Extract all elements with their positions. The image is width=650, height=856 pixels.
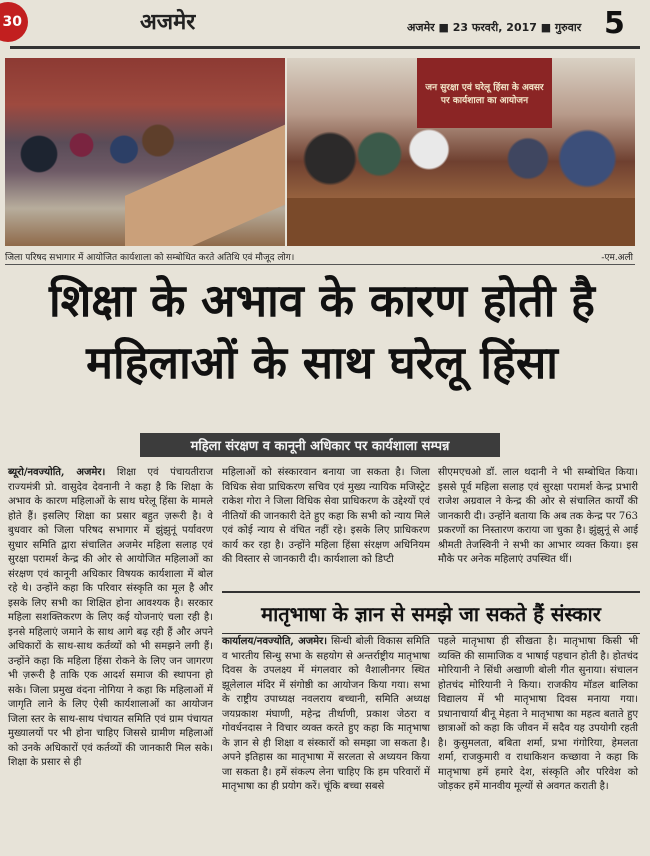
event-banner: जन सुरक्षा एवं घरेलू हिंसा के अवसर पर कार्यशाला का आयोजन bbox=[417, 58, 552, 128]
photo-audience bbox=[5, 58, 285, 246]
story1-col3-text: सीएमएचओ डॉ. लाल थदानी ने भी सम्बोधित किया। इससे पूर्व महिला सलाह एवं सुरक्षा परामर्श केन्द्र प्रभारी राजेश अग्रवाल ने केन्द्र की ओर से संचालित कार्यों की जानकारी दी। उन्होंने बताया कि अब तक केन्द्र पर 763 प्रकरणों का निस्तारण कराया जा चुका है। झुंझुनूं से आई श्रीमती तेजस्विनी ने सभी का आभार व्यक्त किया। इस मौके पर अनेक महिलाएं उपस्थित थीं। bbox=[438, 467, 638, 565]
header-rule bbox=[10, 46, 640, 49]
photo-dais bbox=[287, 58, 635, 246]
headline-line-1: शिक्षा के अभाव के कारण होती है bbox=[49, 274, 595, 327]
photo-caption bbox=[5, 248, 635, 265]
photo-credit: -एम.अली bbox=[601, 253, 633, 263]
story1-col1-text: शिक्षा एवं पंचायतीराज राज्यमंत्री प्रो. वासुदेव देवनानी ने कहा है कि शिक्षा के अभाव के कारण महिलाओं के साथ घरेलू हिंसा के मामले होते हैं। इसलिए शिक्षा का प्रसार बहुत ज़रूरी है। वे बुधवार को जिला परिषद सभागार में झुंझुनूं पर्यावरण सुधार समिति द्वारा संचालित अजमेर महिला सलाह एवं सुरक्षा परामर्श केन्द्र की ओर से आयोजित महिलाओं का संरक्षण एवं कानूनी अधिकार विषयक कार्यशाला में बोल रहे थे। उन्होंने कहा कि परिवार संस्कृति का मूल है और इसके लिए सभी का शिक्षित होना आवश्यक है। सरकार महिला सशक्तिकरण के लिए कई योजनाएं चला रही है। इनसे महिलाएं जमाने के साथ आगे बढ़ रही हैं और अपने अधिकारों के साथ-साथ कर्तव्यों को भी समझने लगी हैं। उन्होंने कहा कि महिला हिंसा रोकने के लिए जन जागरण भी ज़रूरी है ताकि एक आदर्श समाज की स्थापना हो सके। जिला प्रमुख वंदना नोगिया ने कहा कि महिलाओं में जागृति लाने के लिए ऐसी कार्यशालाओं का आयोजन जिला स्तर के साथ-साथ पंचायत समिति एवं ग्राम पंचायत मुख्यालयों पर भी होना चाहिए जिससे ग्रामीण महिलाओं को उनके अधिकारों एवं कर्तव्यों की जानकारी मिल सके। शिक्षा के प्रसार से ही bbox=[8, 467, 213, 768]
dais-desk bbox=[287, 198, 635, 246]
page-number: 5 bbox=[604, 6, 625, 41]
sub-headline-strap: महिला संरक्षण व कानूनी अधिकार पर कार्यशाला सम्पन्न bbox=[140, 433, 500, 457]
story1-dateline: ब्यूरो/नवज्योति, अजमेर। bbox=[8, 467, 106, 478]
dais-figures bbox=[297, 118, 627, 208]
dateline: अजमेर ■ 23 फरवरी, 2017 ■ गुरुवार bbox=[407, 21, 582, 34]
city-title: अजमेर bbox=[140, 10, 196, 35]
story2-column-1 bbox=[222, 635, 430, 795]
edition-badge: 30 bbox=[0, 2, 28, 42]
story1-column-2 bbox=[222, 466, 430, 568]
main-headline bbox=[8, 270, 636, 394]
story1-column-1 bbox=[8, 466, 213, 771]
story2-col2-text: पहले मातृभाषा ही सीखता है। मातृभाषा किसी भी व्यक्ति की सामाजिक व भाषाई पहचान होती है। होतचंद मोरियानी ने सिंधी अखाणी बोली गीत सुनाया। संचालन होतचंद मोरियानी ने किया। राजकीय मॉडल बालिका विद्यालय में भी मातृभाषा दिवस मनाया गया। प्रधानाचार्या बीनू मेहता ने मातृभाषा का महत्व बताते हुए छात्राओं को कहा कि जीवन में सदैव यह उपयोगी रहती है। कुसुमलता, बबिता शर्मा, प्रभा गंगोरिया, हेमलता शर्मा, राजकुमारी व राधाकिशन कच्छावा ने कहा कि मातृभाषा हमें हमारे देश, संस्कृति और परिवेश को जोड़कर हमें मानवीय मूल्यों से अवगत कराती है। bbox=[438, 636, 638, 792]
story2-dateline: कार्यालय/नवज्योति, अजमेर। bbox=[222, 636, 328, 647]
story2-headline: मातृभाषा के ज्ञान से समझे जा सकते हैं संस्कार bbox=[222, 591, 640, 634]
page-header bbox=[0, 0, 650, 52]
story2-col1-text: सिन्धी बोली विकास समिति व भारतीय सिन्धु सभा के सहयोग से अन्तर्राष्ट्रीय मातृभाषा दिवस के उपलक्ष्य में मंगलवार को वैशालीनगर स्थित झूलेलाल मंदिर में संगोष्ठी का आयोजन किया गया। सभा के राष्ट्रीय उपाध्यक्ष नवलराय बच्चानी, समिति अध्यक्ष जयप्रकाश मंघाणी, महेन्द्र तीर्थाणी, प्रकाश जेठरा व गोवर्धनदास ने विचार व्यक्त करते हुए कहा कि मातृभाषा के ज्ञान से ही शिक्षा व संस्कारों को समझा जा सकता है। अपने इतिहास का मातृभाषा में सरलता से अध्ययन किया जा सकता है। हमें संकल्प लेना चाहिए कि हम परिवारों में मातृभाषा का ही प्रयोग करें। चूंकि बच्चा सबसे bbox=[222, 636, 430, 792]
story2-column-2 bbox=[438, 635, 638, 795]
story1-col2-text: महिलाओं को संस्कारवान बनाया जा सकता है। जिला विधिक सेवा प्राधिकरण सचिव एवं मुख्य न्यायिक मजिस्ट्रेट राकेश गोरा ने जिला विधिक सेवा प्राधिकरण के उद्देश्यों एवं नीतियों की जानकारी देते हुए कहा कि सभी को न्याय मिले एवं कोई न्याय से वंचित नहीं रहे। इसके लिए प्राधिकरण कार्य कर रहा है। उन्होंने महिला हिंसा संरक्षण अधिनियम की विस्तार से जानकारी दी। कार्यशाला को डिप्टी bbox=[222, 467, 430, 565]
caption-text: जिला परिषद सभागार में आयोजित कार्यशाला को सम्बोधित करते अतिथि एवं मौजूद लोग। bbox=[5, 253, 295, 263]
headline-line-2: महिलाओं के साथ घरेलू हिंसा bbox=[86, 336, 558, 389]
story1-column-3 bbox=[438, 466, 638, 568]
